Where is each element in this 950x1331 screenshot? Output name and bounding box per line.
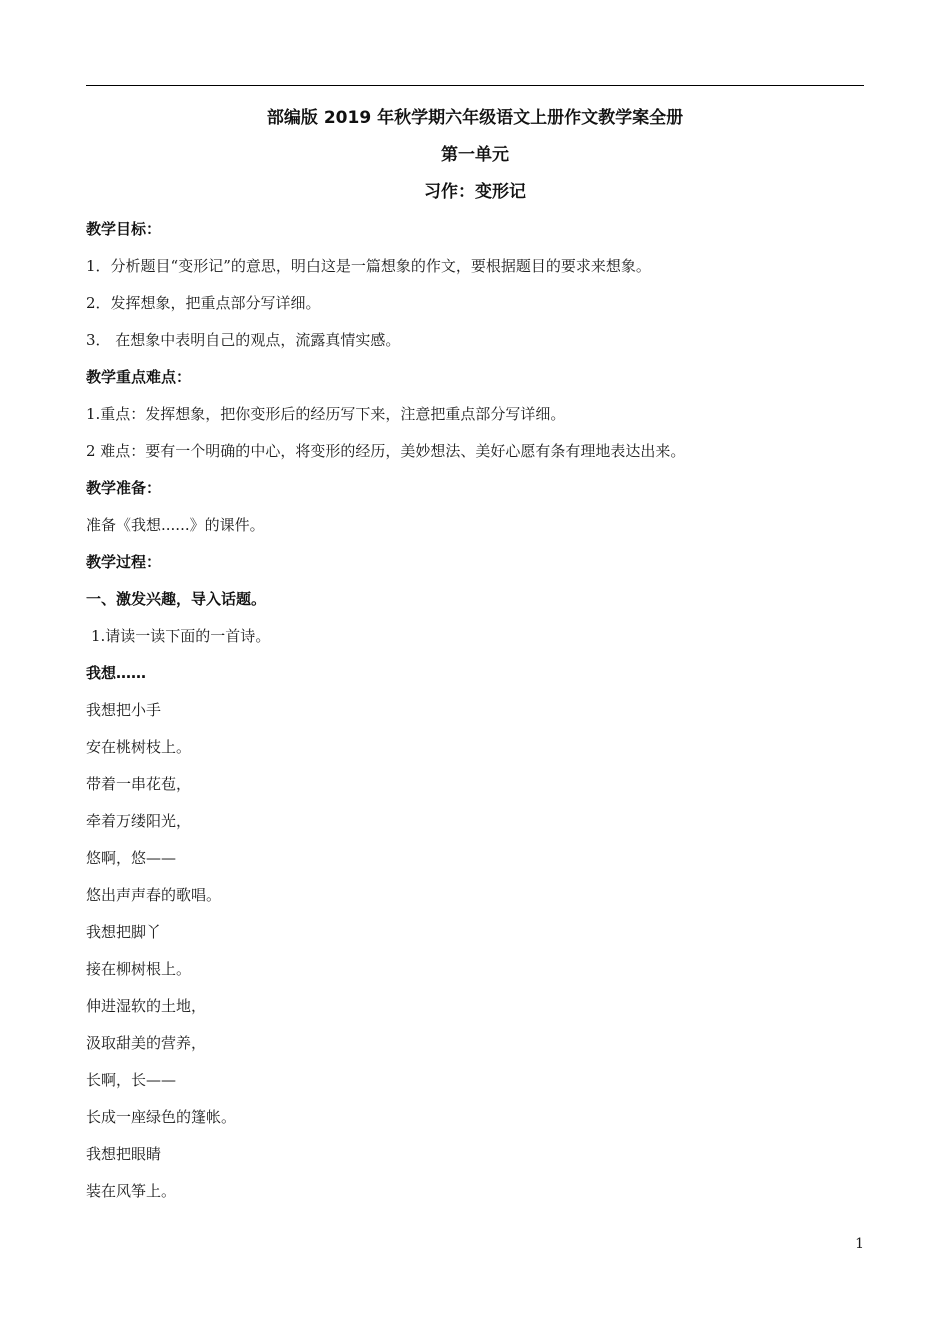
goal-item: 3． 在想象中表明自己的观点，流露真情实感。 <box>86 331 401 349</box>
poem-line: 我想把眼睛 <box>86 1145 162 1163</box>
poem-line: 汲取甜美的营养， <box>86 1034 207 1052</box>
step-one-item: 1.请读一读下面的一首诗。 <box>91 627 271 645</box>
key-points-heading: 教学重点难点： <box>86 368 192 386</box>
unit-title: 第一单元 <box>441 145 509 165</box>
key-point-item: 2 难点：要有一个明确的中心，将变形的经历，美妙想法、美好心愿有条有理地表达出来。 <box>86 442 686 460</box>
document-body <box>86 216 864 1215</box>
goal-item: 1．分析题目“变形记”的意思，明白这是一篇想象的作文，要根据题目的要求来想象。 <box>86 257 651 275</box>
poem-line: 悠出声声春的歌唱。 <box>86 886 222 904</box>
poem-line: 装在风筝上。 <box>86 1182 177 1200</box>
poem-line: 我想把小手 <box>86 701 162 719</box>
poem-title: 我想…… <box>86 664 147 682</box>
poem-line: 接在柳树根上。 <box>86 960 192 978</box>
goal-item: 2．发挥想象，把重点部分写详细。 <box>86 294 321 312</box>
poem-line: 带着一串花苞， <box>86 775 192 793</box>
header-rule <box>86 85 864 86</box>
document-title: 部编版 2019 年秋学期六年级语文上册作文教学案全册 <box>266 108 684 128</box>
goals-heading: 教学目标： <box>86 220 162 238</box>
step-one-heading: 一、激发兴趣，导入话题。 <box>86 590 267 608</box>
prep-text: 准备《我想......》的课件。 <box>86 516 265 534</box>
poem-line: 伸进湿软的土地， <box>86 997 207 1015</box>
poem-line: 安在桃树枝上。 <box>86 738 192 756</box>
process-heading: 教学过程： <box>86 553 162 571</box>
key-point-item: 1.重点：发挥想象，把你变形后的经历写下来，注意把重点部分写详细。 <box>86 405 566 423</box>
poem-line: 我想把脚丫 <box>86 923 162 941</box>
poem-line: 牵着万缕阳光， <box>86 812 192 830</box>
page-number: 1 <box>855 1236 864 1252</box>
poem-line: 悠啊，悠—— <box>86 849 177 867</box>
topic-title: 习作：变形记 <box>424 182 526 202</box>
poem-line: 长成一座绿色的篷帐。 <box>86 1108 237 1126</box>
poem-line: 长啊，长—— <box>86 1071 177 1089</box>
prep-heading: 教学准备： <box>86 479 162 497</box>
